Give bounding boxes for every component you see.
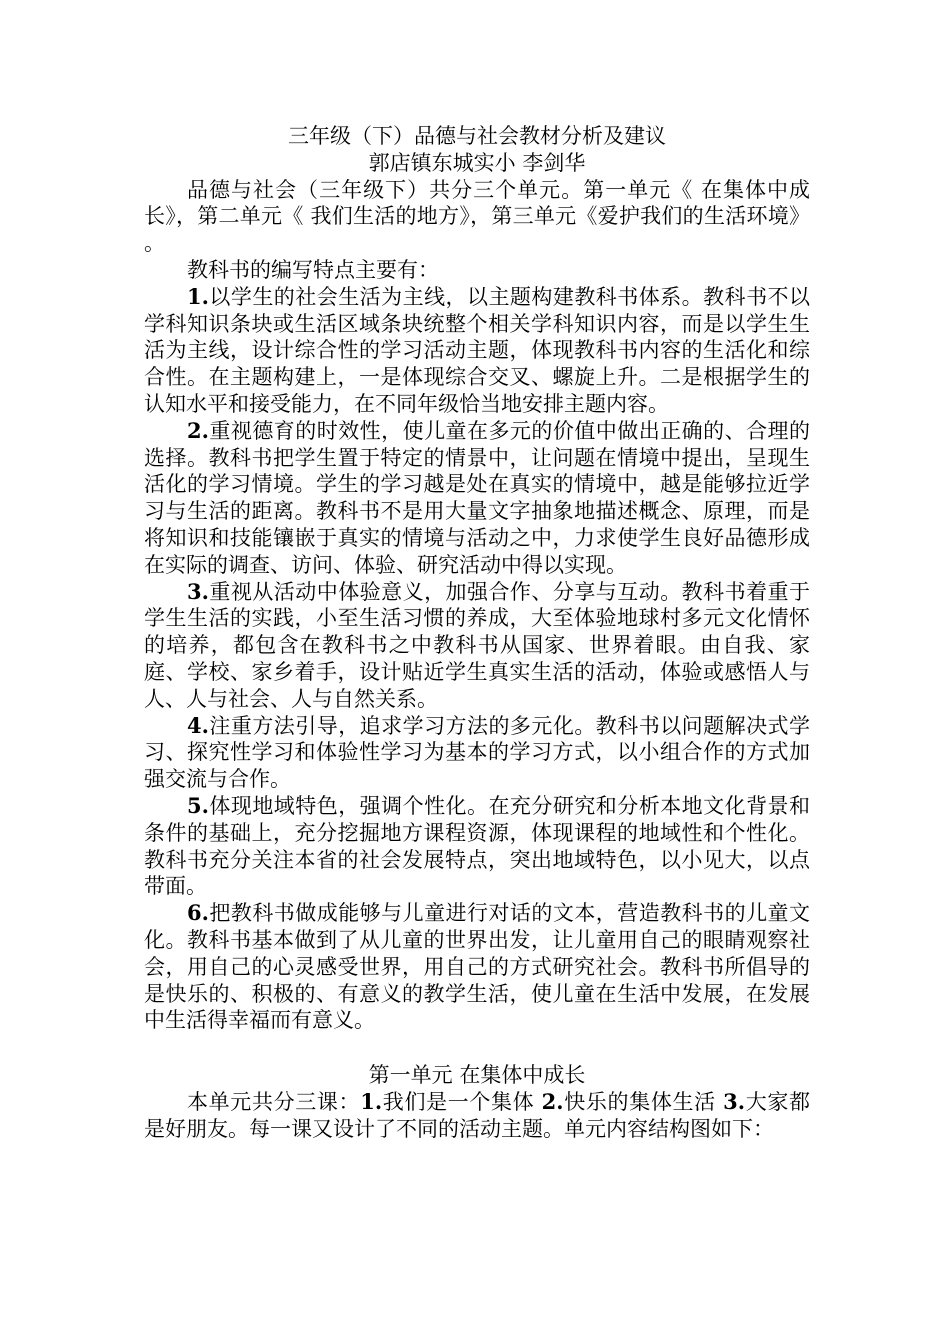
document-body <box>144 123 810 1142</box>
feature-paragraph-5 <box>144 793 810 900</box>
feature-paragraph-6 <box>144 900 810 1034</box>
lesson-number: 1. <box>360 1088 383 1114</box>
unit-intro-lead: 本单元共分三课： <box>187 1089 361 1114</box>
feature-paragraph-3 <box>144 579 810 713</box>
feature-number: 1. <box>187 283 209 309</box>
feature-number: 2. <box>187 417 209 443</box>
section-spacer <box>144 1034 810 1062</box>
feature-text: 以学生的社会生活为主线，以主题构建教科书体系。教科书不以学科知识条块或生活区域条块统整个相关学科知识内容，而是以学生生活为主线，设计综合性的学习活动主题，体现教科书内容的生活化和综合性。在主题构建上，一是体现综合交叉、螺旋上升。二是根据学生的认知水平和接受能力，在不同年级恰当地安排主题内容。 <box>144 284 810 416</box>
lesson-number: 3. <box>723 1088 746 1114</box>
document-title: 三年级（下）品德与社会教材分析及建议 <box>288 124 666 148</box>
feature-paragraph-1 <box>144 284 810 418</box>
lesson-title: 我们是一个集体 <box>382 1089 542 1114</box>
lesson-title: 快乐的集体生活 <box>563 1089 724 1114</box>
features-heading: 教科书的编写特点主要有： <box>187 257 439 282</box>
lesson-number: 2. <box>541 1088 564 1114</box>
feature-number: 3. <box>187 578 209 604</box>
feature-number: 5. <box>187 792 209 818</box>
feature-paragraph-4 <box>144 713 810 793</box>
feature-text: 体现地域特色，强调个性化。在充分研究和分析本地文化背景和条件的基础上，充分挖掘地方课程资源，体现课程的地域性和个性化。教科书充分关注本省的社会发展特点，突出地域特色，以小见大，以点带面。 <box>144 793 810 899</box>
lesson-title: 大家都是好朋友。每一课又设计了不同的活动主题。单元内容结构图如下： <box>144 1089 810 1141</box>
intro-paragraph: 品德与社会（三年级下）共分三个单元。第一单元《 在集体中成长》，第二单元《 我们生活的地方》，第三单元《爱护我们的生活环境》 。 <box>144 177 810 256</box>
author-line: 郭店镇东城实小 李剑华 <box>368 150 586 175</box>
unit-intro-paragraph <box>144 1089 810 1143</box>
feature-text: 重视德育的时效性，使儿童在多元的价值中做出正确的、合理的选择。教科书把学生置于特定的情景中，让问题在情境中提出，呈现生活化的学习情境。学生的学习越是处在真实的情境中，越是能够拉近学习与生活的距离。教科书不是用大量文字抽象地描述概念、原理，而是将知识和技能镶嵌于真实的情境与活动之中，力求使学生良好品德形成在实际的调查、访问、体验、研究活动中得以实现。 <box>144 418 810 577</box>
feature-text: 注重方法引导，追求学习方法的多元化。教科书以问题解决式学习、探究性学习和体验性学习为基本的学习方式，以小组合作的方式加强交流与合作。 <box>144 713 810 792</box>
unit-heading: 第一单元 在集体中成长 <box>368 1063 586 1088</box>
feature-number: 6. <box>187 900 209 926</box>
feature-paragraph-2 <box>144 418 810 579</box>
feature-text: 把教科书做成能够与儿童进行对话的文本，营造教科书的儿童文化。教科书基本做到了从儿童的世界出发，让儿童用自己的眼睛观察社会，用自己的心灵感受世界，用自己的方式研究社会。教科书所倡导的是快乐的、积极的、有意义的教学生活，使儿童在生活中发展，在发展中生活得幸福而有意义。 <box>144 901 810 1033</box>
feature-number: 4. <box>187 712 209 738</box>
feature-text: 重视从活动中体验意义，加强合作、分享与互动。教科书着重于学生生活的实践，小至生活习惯的养成，大至体验地球村多元文化情怀的培养，都包含在教科书之中教科书从国家、世界着眼。由自我、家庭、学校、家乡着手，设计贴近学生真实生活的活动，体验或感悟人与人、人与社会、人与自然关系。 <box>144 579 810 711</box>
